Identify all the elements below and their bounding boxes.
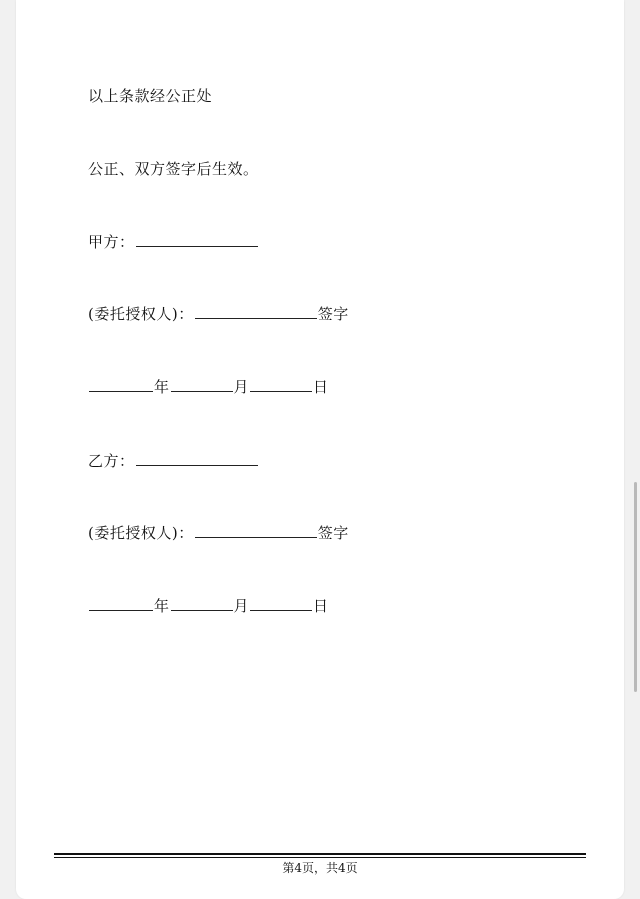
date-a-day-blank [250,377,312,392]
date-a-day-label: 日 [313,378,329,396]
date-a-month-label: 月 [233,378,250,396]
party-a-blank [136,232,258,247]
party-a-label: 甲方： [88,233,135,251]
date-b-line [88,596,329,616]
sign-a-label: 签字 [317,305,349,323]
date-b-day-blank [250,596,312,611]
date-a-month-blank [171,377,233,392]
party-b-line [88,451,259,471]
date-a-year-label: 年 [154,378,170,396]
clause-text-line-1: 以上条款经公正处 [88,87,213,105]
agent-a-blank [195,304,317,319]
agent-a-line [88,304,349,324]
agent-b-label: (委托授权人)： [88,524,194,542]
date-a-year-blank [89,377,153,392]
date-b-year-blank [89,596,153,611]
date-b-month-label: 月 [233,597,250,615]
sign-b-label: 签字 [317,524,349,542]
date-b-day-label: 日 [313,597,329,615]
footer-rule-thin [54,857,586,858]
date-a-line [88,377,329,397]
document-page [16,0,624,899]
party-b-blank [136,451,258,466]
date-b-month-blank [171,596,233,611]
page-number: 第4页，共4页 [282,861,358,875]
agent-a-label: (委托授权人)： [88,305,194,323]
party-b-label: 乙方： [88,452,135,470]
agent-b-line [88,523,349,543]
clause-text-line-2: 公正、双方签字后生效。 [88,160,259,178]
party-a-line [88,232,259,252]
footer-rule-thick [54,853,586,855]
vertical-scrollbar[interactable] [634,482,637,692]
date-b-year-label: 年 [154,597,170,615]
agent-b-blank [195,523,317,538]
